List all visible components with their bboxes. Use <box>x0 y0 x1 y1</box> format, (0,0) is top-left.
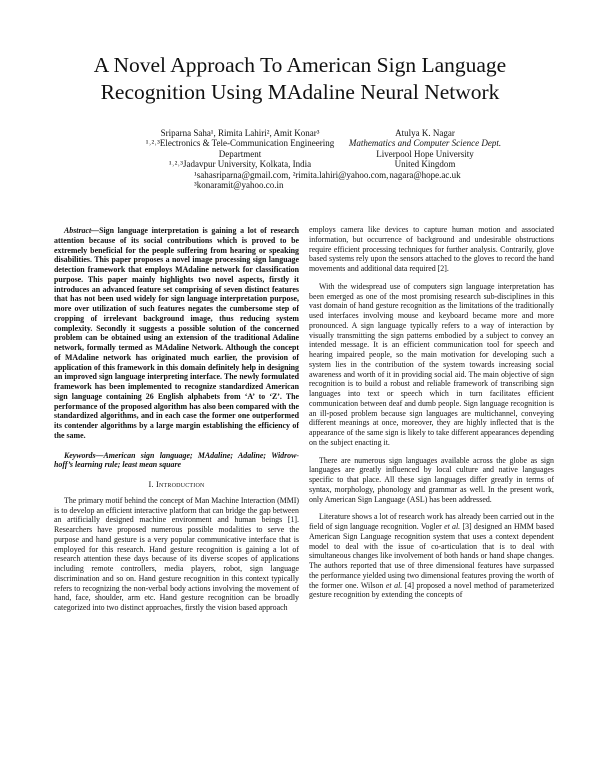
author-email-1: ¹sahasriparna@gmail.com, ²rimita.lahiri@yahoo.com, <box>194 169 389 180</box>
p4-et-al-1: et al. <box>444 522 461 531</box>
right-column <box>309 225 554 600</box>
author-affiliation-1: ¹˒²˒³Electronics & Tele-Communication Engineering <box>145 138 335 149</box>
title-line-1: A Novel Approach To American Sign Language <box>93 53 507 77</box>
abstract-label: Abstract— <box>64 226 100 235</box>
right-paragraph-3: There are numerous sign languages available across the globe as sign languages are greatly influenced by local culture and native languages specific to that place. All these sign languages differ greatly in terms of syntax, morphology, phonology and grammar as well. In the present work, only American Sign Language (ASL) has been addressed. <box>309 455 554 504</box>
section-heading-introduction: I. Introduction <box>148 480 205 489</box>
abstract <box>54 226 299 441</box>
p4-part-a: Literature shows a lot of research work has already been carried out in the field of sign language recognition. Vogler <box>309 512 554 531</box>
intro-paragraph-1: The primary motif behind the concept of Man Machine Interaction (MMI) is to develop an efficient interactive platform that can bridge the gap between an artificially designed machine environment and human beings [1]. Researchers have proposed numerous possible modalities to serve the purpose and hand gesture is a very popular communicative interface that is employed for this research. Hand gesture recognition is gaining a lot of research attention these days because of its diverse scopes of applications including remote controllers, media players, robot, sign language discrimination and so on. Hand gesture recognition in this context typically refers to recognizing the non-verbal body actions involving the movement of hand, face, shoulder, arm etc. Hand gesture recognition can be broadly categorized into two distinct approaches, firstly the vision based approach <box>54 495 299 612</box>
author-block-right <box>300 128 550 180</box>
left-column <box>54 226 299 613</box>
title-line-2: Recognition Using MAdaline Neural Network <box>100 80 500 104</box>
author-university: Liverpool Hope University <box>376 148 474 159</box>
p4-part-b: [3] designed an HMM based American Sign Language recognition system that uses a context dependent model to deal with the issue of co-articulation that is to deal with simultaneous changes like involvement of both hands or hand shape changes. The authors reported that use of three dimensional features have surpassed the performance yielded using two dimensional features proving the worth of the former one. Wilson <box>309 522 554 590</box>
author-names: Sriparna Saha¹, Rimita Lahiri², Amit Konar³ <box>160 128 320 138</box>
author-affiliation-2: Department <box>218 148 262 159</box>
paper-title <box>30 52 570 106</box>
author-department: Mathematics and Computer Science Dept. <box>348 138 502 149</box>
keywords: Keywords—American sign language; MAdaline; Adaline; Widrow-hoff’s learning rule; least mean square <box>54 450 299 470</box>
author-email-2: ³konaramit@yahoo.co.in <box>194 180 284 191</box>
author-affiliation-3: ¹˒²˒³Jadavpur University, Kolkata, India <box>168 159 312 170</box>
abstract-text: Sign language interpretation is gaining a lot of research attention because of its social contributions which is proved to be extremely beneficial for the people suffering from hearing or speaking disabilities. This paper proposes a novel image processing sign language detection framework that employs MAdaline network for classification purpose. This paper mainly highlights two novel aspects, firstly it introduces an advanced feature set comprising of seven distinct features that has not been used widely for sign language interpretation purpose, more over utilization of such features negates the cumbersome step of cropping of irrelevant background image, thus reducing system complexity. Secondly it suggests a possible solution of the concerned problem can be obtained using an extension of the traditional Adaline network, formally termed as MAdaline Network. Although the concept of MAdaline network has originated much earlier, the provision of application of this framework in this domain definitely help in designing an improved sign language interpreting interface. The newly formulated framework has been implemented to recognize standardized American sign language containing 26 English alphabets from ‘A’ to ‘Z’. The performance of the proposed algorithm has also been compared with the standardized algorithms, and in each case the former one outperformed its contender algorithms by a large margin establishing the efficiency of the same. <box>54 226 299 440</box>
p4-et-al-2: et al. <box>385 580 403 590</box>
right-paragraph-4 <box>309 512 554 600</box>
author-country: United Kingdom <box>394 159 456 170</box>
right-paragraph-1: employs camera like devices to capture human motion and associated information, but occurrence of background and undesirable obstructions require efficient processing techniques for further analysis. Contrarily, glove based systems rely upon the sensors attached to the gloves to record the hand movements and additional data required [2]. <box>309 225 554 273</box>
author-name: Atulya K. Nagar <box>395 128 455 138</box>
p4-part-c: [4] proposed a novel method of parameterized gesture recognition by extending the concepts of <box>309 580 554 600</box>
right-paragraph-2: With the widespread use of computers sign language interpretation has been emerged as one of the most promising research sub-disciplines in this vast domain of hand gesture recognition as the limitations of the traditionally used interfaces involving mouse and keyboard became more and more pronounced. A sign language typically refers to a way of interaction by visually transmitting the sign patterns embodied by a subject to convey an intended message. It is an efficient communication tool for speech and hearing impaired people, so the main motivation for developing such a system lies in the contribution of the system towards increasing social awareness and worth of it in providing social aid. The main objective of sign recognition is to build a robust and reliable framework of transcribing sign languages into text or speech which in turn facilitates efficient communication between deaf and dumb people. Sign language recognition is an ill-posed problem because sign languages are multichannel, conveying different meanings at once, moreover, they are highly inflected that is the appearance of the same sign is likely to take different appearances depending on the subject enacting it. <box>309 281 554 447</box>
author-email: nagara@hope.ac.uk <box>389 169 461 180</box>
